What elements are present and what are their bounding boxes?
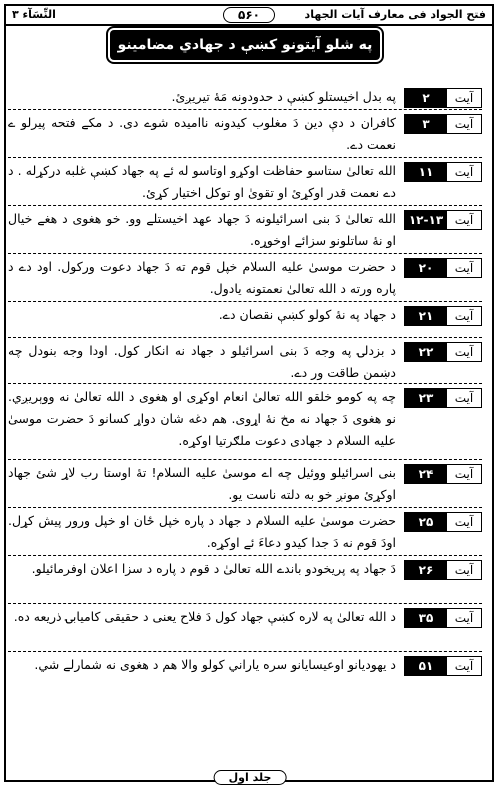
ayat-entry xyxy=(8,256,482,300)
ayat-entry xyxy=(8,606,482,650)
ayat-label: آيت xyxy=(447,465,481,483)
ayat-summary: دَ جهاد په پريخودو باندے الله تعالىٰ د قوم د پاره د سزا اعلان اوفرمائيلو. xyxy=(31,561,396,576)
ayat-badge xyxy=(404,656,482,676)
ayat-entry xyxy=(8,510,482,554)
volume-label: جلد اول xyxy=(214,770,287,785)
ayat-summary: د حضرت موسىٰ عليه السلام خپل قوم ته دَ جهاد دعوت ورکول. اود دے د پاره ورته د الله تعالىٰ نعمتونه يادول. xyxy=(8,259,396,296)
ayat-summary: د الله تعالىٰ په لاره کښې جهاد کول دَ فلاح يعنى د حقيقى کاميابۍ ذريعه ده. xyxy=(13,609,396,624)
book-title: فتح الجواد فی معارف آیات الجهاد xyxy=(304,8,486,21)
ayat-label: آيت xyxy=(447,657,481,675)
ayat-summary: بنى اسرائيلو ووئيل چه اے موسىٰ عليه السلام! تهٔ اوستا رب لاړ شئ جهاد اوکړئ مونږ خو به دلته ناست يو. xyxy=(8,465,396,502)
ayat-number: ۲۲ xyxy=(405,343,447,361)
ayat-badge xyxy=(404,560,482,580)
ayat-summary: چه په کومو خلقو الله تعالىٰ انعام اوکړى او هغوى د الله تعالىٰ نه ووېريږي. نو هغوى دَ جهاد نه مخ نهٔ اړوى. هم دغه شان دواړ کسانو دَ حضرت موسىٰ عليه السلام د جهادى دعوت ملګرتيا اوکړه. xyxy=(8,389,396,448)
ayat-entry xyxy=(8,112,482,156)
ayat-label: آيت xyxy=(447,163,481,181)
entry-divider xyxy=(8,205,482,206)
ayat-badge xyxy=(404,162,482,182)
section-banner: په شلو آيتونو کښې د جهادي مضامينو نچوړ xyxy=(110,30,380,60)
ayat-summary: الله تعالىٰ ستاسو حفاظت اوکړو اوتاسو له ئے په جهاد کښې غلبه درکړله . د دے نعمت قدر اوکړئ او تقوىٰ او توکل اختيار کړئ. xyxy=(8,163,396,200)
entry-divider xyxy=(8,337,482,338)
ayat-badge xyxy=(404,114,482,134)
ayat-entry xyxy=(8,386,482,452)
ayat-label: آيت xyxy=(447,259,481,277)
entry-divider xyxy=(8,459,482,460)
entry-divider xyxy=(8,555,482,556)
ayat-summary: د جهاد په نهٔ کولو کښې نقصان دے. xyxy=(218,307,396,322)
ayat-number: ۱۱ xyxy=(405,163,447,181)
ayat-summary: د بزدلۍ په وجه دَ بنى اسرائيلو د جهاد نه انکار کول. اودا وجه بنودل چه دښمن طاقت ور دے. xyxy=(8,343,396,380)
ayat-label: آيت xyxy=(447,561,481,579)
ayat-number: ۳۵ xyxy=(405,609,447,627)
ayat-entry xyxy=(8,558,482,602)
surah-name: النِّسَآء ۳ xyxy=(12,8,56,21)
ayat-badge xyxy=(404,342,482,362)
ayat-entry xyxy=(8,160,482,204)
ayat-number: ۲۳ xyxy=(405,389,447,407)
ayat-summary: کافران د دې دين دَ مغلوب کيدونه نااميده شوے دى. د مکے فتحه پيرلو ے نعمت دے. xyxy=(8,115,396,152)
ayat-label: آيت xyxy=(447,89,481,107)
ayat-number: ۵۱ xyxy=(405,657,447,675)
ayat-badge xyxy=(404,210,482,230)
entry-divider xyxy=(8,253,482,254)
page-number: ۵۶۰ xyxy=(223,7,275,23)
ayat-number: ۲ xyxy=(405,89,447,107)
ayat-badge xyxy=(404,608,482,628)
ayat-entry xyxy=(8,462,482,506)
ayat-entry xyxy=(8,654,482,698)
ayat-badge xyxy=(404,306,482,326)
entry-divider xyxy=(8,507,482,508)
ayat-number: ۲۶ xyxy=(405,561,447,579)
ayat-badge xyxy=(404,88,482,108)
ayat-badge xyxy=(404,512,482,532)
ayat-summary: الله تعالىٰ دَ بنى اسرائيلونه دَ جهاد عهد اخيستلے وو. خو هغوى د هغے خيال او نهٔ ساتلونو سزائے اوخوړه. xyxy=(8,211,396,248)
ayat-entry xyxy=(8,340,482,384)
ayat-label: آيت xyxy=(447,115,481,133)
entry-divider xyxy=(8,383,482,384)
ayat-number: ۳ xyxy=(405,115,447,133)
entry-divider xyxy=(8,603,482,604)
ayat-number: ۱۲-۱۳ xyxy=(405,211,447,229)
ayat-number: ۲۱ xyxy=(405,307,447,325)
ayat-number: ۲۵ xyxy=(405,513,447,531)
ayat-label: آيت xyxy=(447,211,481,229)
ayat-summary: د يهوديانو اوعيسايانو سره ياراني کولو والا هم د هغوى نه شمارلے شي. xyxy=(34,657,396,672)
entry-divider xyxy=(8,651,482,652)
ayat-number: ۲۰ xyxy=(405,259,447,277)
page-header xyxy=(6,6,492,26)
ayat-summary: په بدل اخيستلو کښې د حدودونه مَهٔ تيريږئ. xyxy=(171,89,396,104)
ayat-label: آيت xyxy=(447,389,481,407)
ayat-entry xyxy=(8,208,482,252)
entry-divider xyxy=(8,301,482,302)
ayat-entry xyxy=(8,304,482,326)
ayat-label: آيت xyxy=(447,513,481,531)
ayat-label: آيت xyxy=(447,609,481,627)
ayat-label: آيت xyxy=(447,307,481,325)
ayat-entry xyxy=(8,86,482,108)
ayat-label: آيت xyxy=(447,343,481,361)
ayat-badge xyxy=(404,464,482,484)
ayat-summary: حضرت موسىٰ عليه السلام د جهاد د پاره خپل ځان او خپل ورور پيش کړل. اودَ قوم نه دَ جدا کيدو دعاءَ ئے اوکړه. xyxy=(8,513,396,550)
ayat-badge xyxy=(404,388,482,408)
entry-divider xyxy=(8,109,482,110)
ayat-number: ۲۴ xyxy=(405,465,447,483)
ayat-badge xyxy=(404,258,482,278)
entry-divider xyxy=(8,157,482,158)
